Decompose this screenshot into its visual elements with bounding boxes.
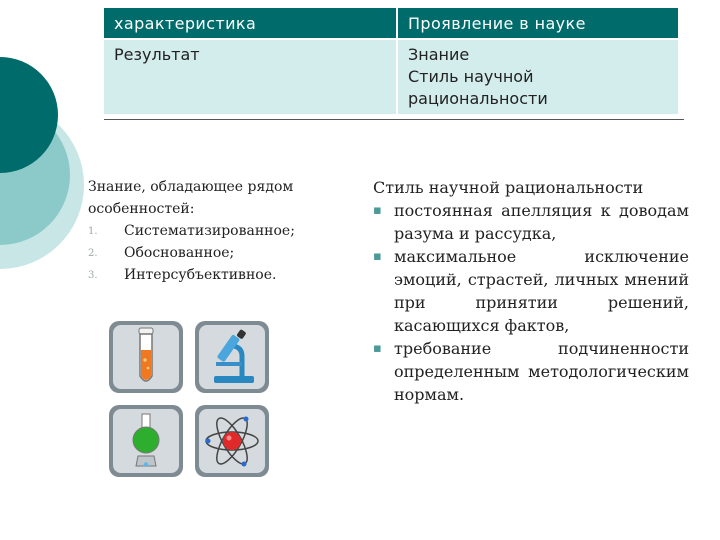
science-icons bbox=[104, 316, 276, 480]
rationality-heading: Стиль научной рациональности bbox=[373, 178, 644, 197]
item-text: Систематизированное; bbox=[124, 223, 295, 239]
rationality-style bbox=[373, 176, 689, 406]
item-text: максимальное исключение эмоций, страстей, личных мнений при принятии решений, касающихся фактов, bbox=[394, 247, 689, 335]
cell-result: Результат bbox=[104, 39, 397, 114]
rationality-list bbox=[373, 199, 689, 406]
item-text: Обоснованное; bbox=[124, 245, 235, 261]
intro-line: особенностей: bbox=[88, 201, 195, 217]
atom-icon bbox=[194, 404, 270, 478]
item-number: 3. bbox=[88, 270, 98, 281]
microscope-icon bbox=[194, 320, 270, 394]
comparison-table bbox=[104, 8, 680, 114]
intro-line: Знание, обладающее рядом bbox=[88, 179, 294, 195]
list-item bbox=[373, 337, 689, 406]
list-item bbox=[88, 220, 346, 242]
bullet-icon: ▪ bbox=[373, 341, 382, 356]
knowledge-features bbox=[88, 176, 346, 286]
item-text: требование подчиненности определенным методологическим нормам. bbox=[394, 339, 689, 404]
flask-icon bbox=[108, 404, 184, 478]
list-item bbox=[88, 264, 346, 286]
cell-line: Знание bbox=[408, 45, 470, 64]
item-number: 2. bbox=[88, 248, 98, 259]
item-number: 1. bbox=[88, 226, 98, 237]
features-list bbox=[88, 220, 346, 286]
cell-line: рациональности bbox=[408, 89, 548, 108]
item-text: Интерсубъективное. bbox=[124, 267, 277, 283]
list-item bbox=[88, 242, 346, 264]
table-row bbox=[104, 39, 679, 114]
item-text: постоянная апелляция к доводам разума и рассудка, bbox=[394, 201, 689, 243]
divider-line bbox=[104, 119, 684, 120]
table-header-row bbox=[104, 8, 679, 39]
header-science-manifestation: Проявление в науке bbox=[397, 8, 679, 39]
cell-line: Стиль научной bbox=[408, 67, 534, 86]
list-item bbox=[373, 245, 689, 337]
header-characteristic: характеристика bbox=[104, 8, 397, 39]
list-item bbox=[373, 199, 689, 245]
test-tube-icon bbox=[108, 320, 184, 394]
bullet-icon: ▪ bbox=[373, 249, 382, 264]
cell-knowledge bbox=[397, 39, 679, 114]
knowledge-intro bbox=[88, 176, 346, 220]
bullet-icon: ▪ bbox=[373, 203, 382, 218]
